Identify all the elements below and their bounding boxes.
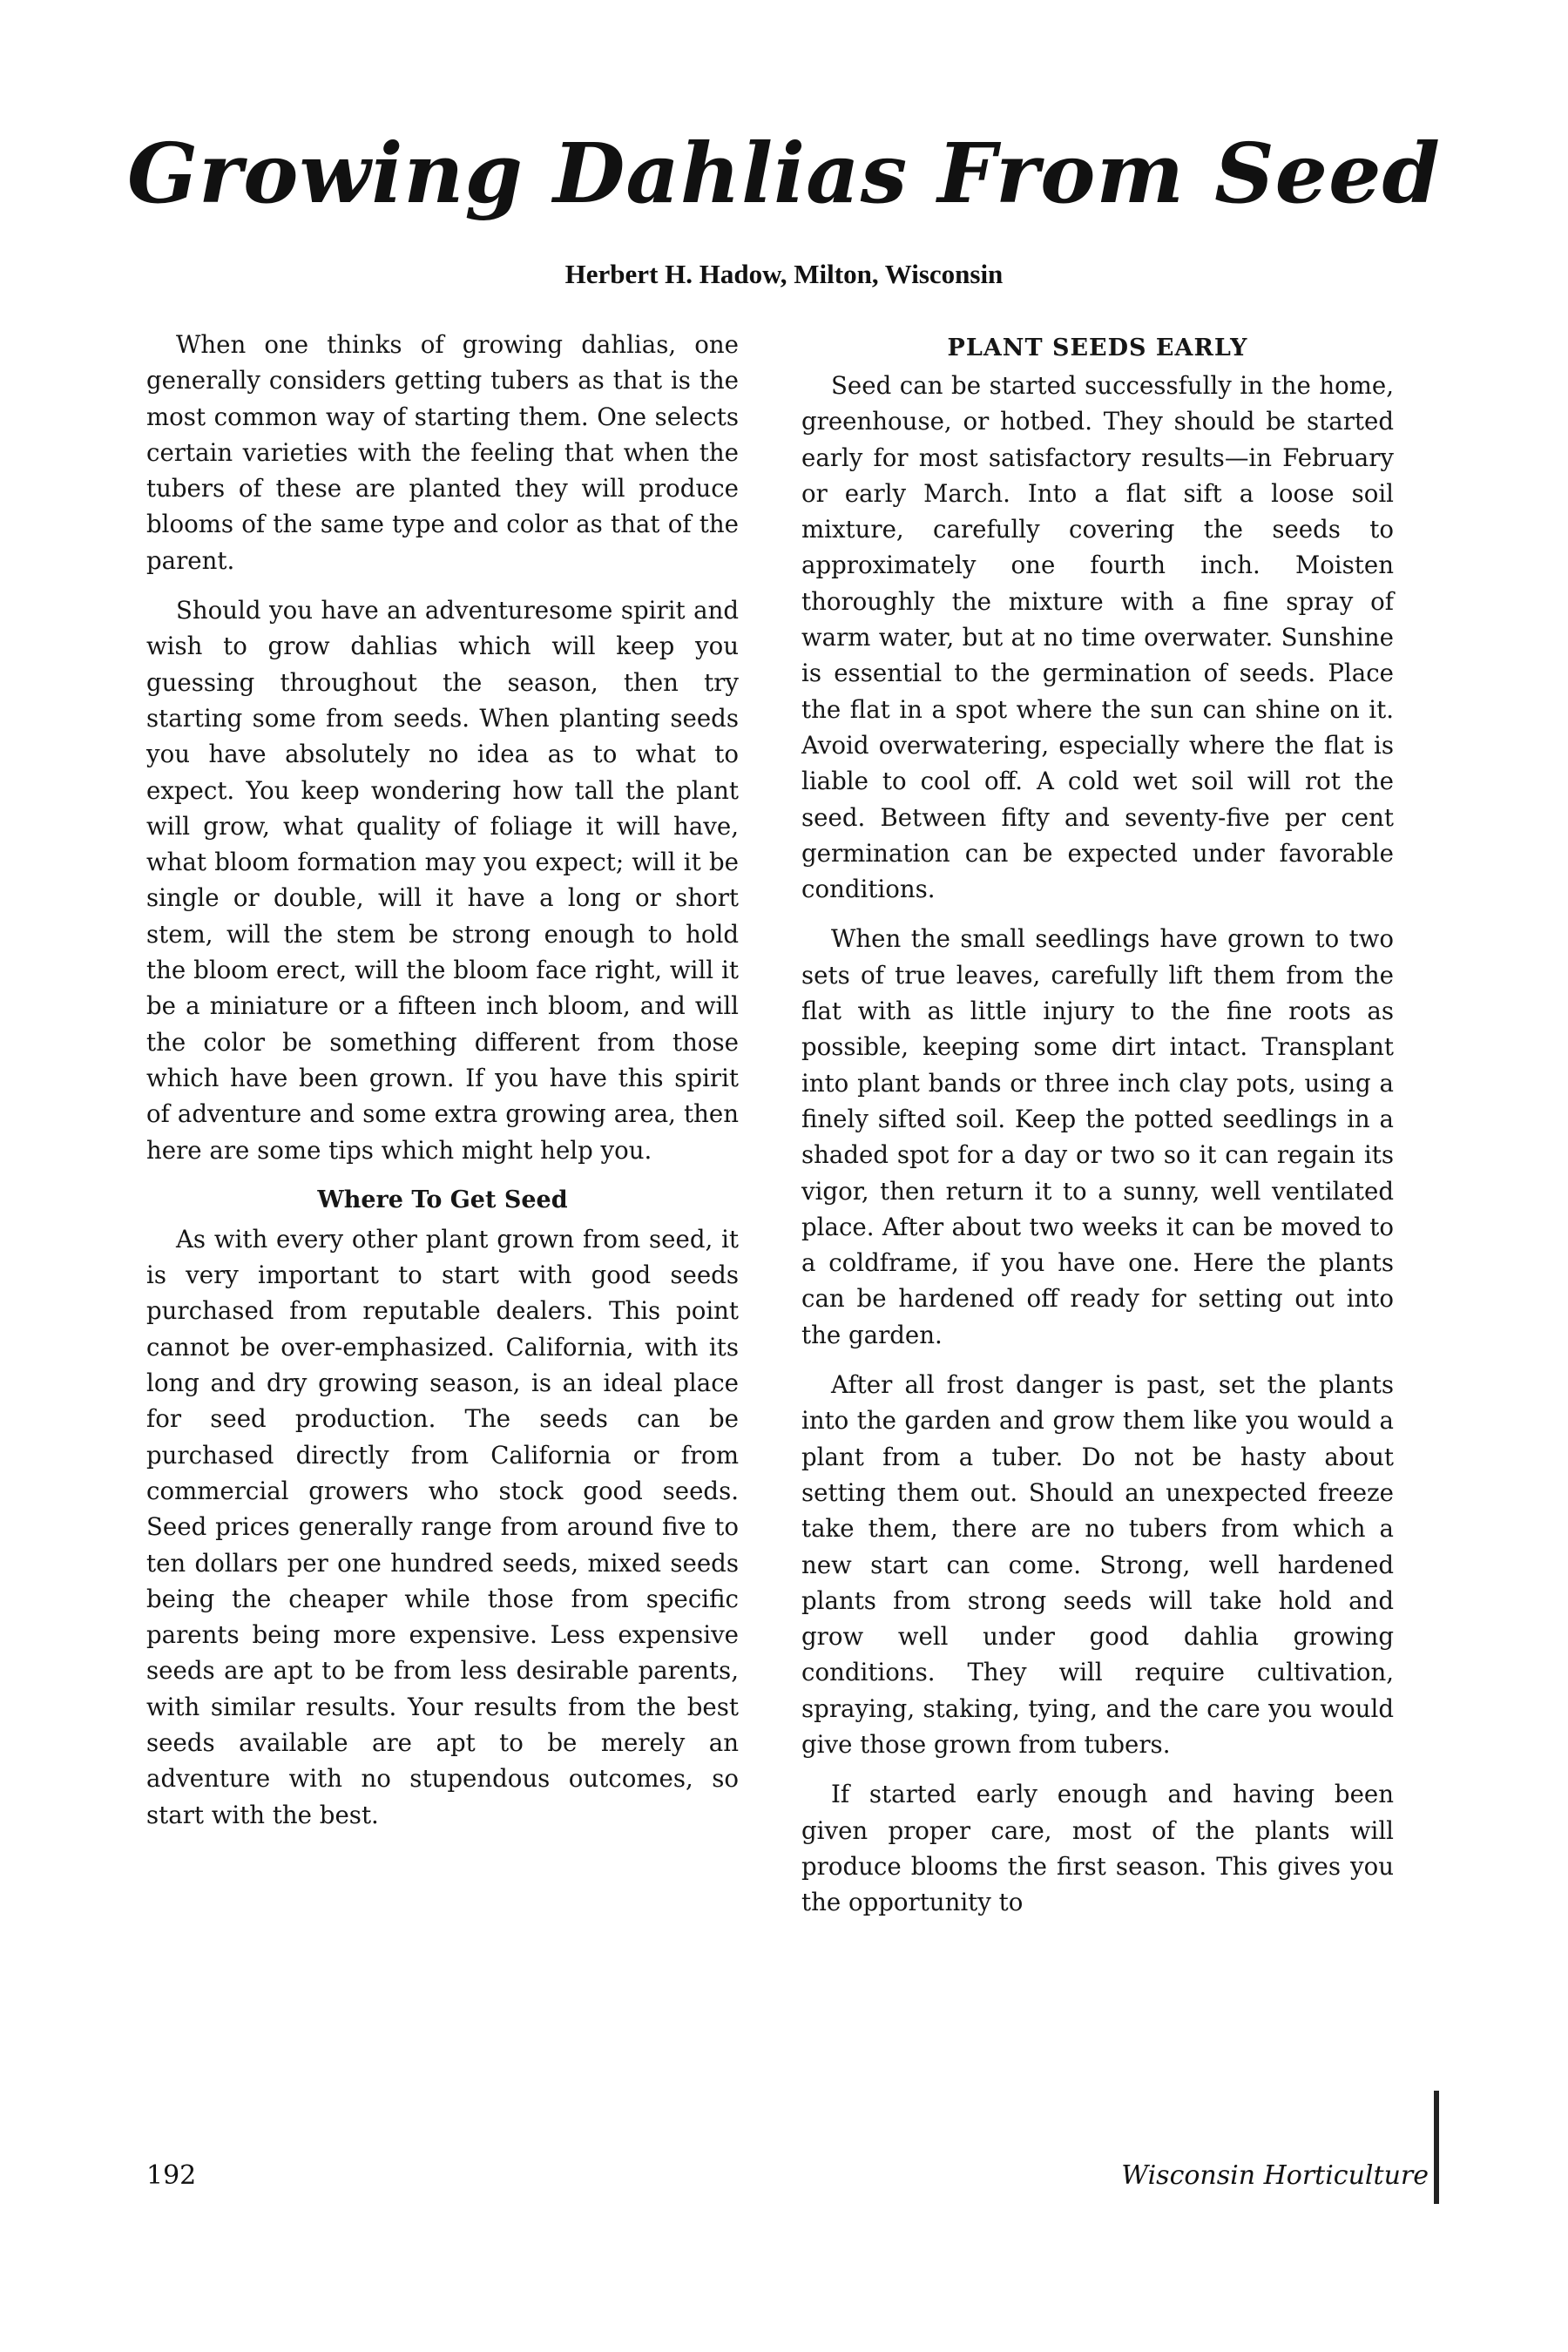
margin-rule	[1434, 2091, 1439, 2204]
paragraph: After all frost danger is past, set the plants into the garden and grow them like you would a plant from a tuber. Do not be hasty about setting them out. Should an unexpected freeze take them, there are no tubers from which a new start can come. Strong, well hardened plants from strong seeds will take hold and grow well under good dahlia growing conditions. They will require cultivation, spraying, staking, tying, and the care you would give those grown from tubers.	[801, 1370, 1394, 1759]
paragraph: As with every other plant grown from seed, it is very important to start with good seeds purchased from reputable dealers. This point cannot be over-emphasized. California, with its long and dry growing season, is an ideal place for seed production. The seeds can be purchased directly from California or from commercial growers who stock good seeds. Seed prices generally range from around five to ten dollars per one hundred seeds, mixed seeds being the cheaper while those from specific parents being more expensive. Less expensive seeds are apt to be from less desirable parents, with similar results. Your results from the best seeds available are apt to be merely an adventure with no stupendous outcomes, so start with the best.	[146, 1224, 739, 1829]
paragraph: Should you have an adventuresome spirit and wish to grow dahlias which will keep you guessing throughout the season, then try starting some from seeds. When planting seeds you have absolutely no idea as to what to expect. You keep wondering how tall the plant will grow, what quality of foliage it will have, what bloom formation may you expect; will it be single or double, will it have a long or short stem, will the stem be strong enough to hold the bloom erect, will the bloom face right, will it be a miniature or a fifteen inch bloom, and will the color be something different from those which have been grown. If you have this spirit of adventure and some extra growing area, then here are some tips which might help you.	[146, 596, 739, 1165]
paragraph: If started early enough and having been given proper care, most of the plants will produce blooms the first season. This gives you the opportunity to	[801, 1780, 1394, 1917]
paragraph: Seed can be started successfully in the home, greenhouse, or hotbed. They should be started early for most satisfactory results—in February or early March. Into a flat sift a loose soil mixture, carefully covering the seeds to approximately one fourth inch. Moisten thoroughly the mixture with a fine spray of warm water, but at no time overwater. Sunshine is essential to the germination of seeds. Place the flat in a spot where the sun can shine on it. Avoid overwatering, especially where the flat is liable to cool off. A cold wet soil will rot the seed. Between fifty and seventy-five per cent germination can be expected under favorable conditions.	[801, 371, 1394, 904]
left-column	[146, 327, 739, 1847]
section-heading-plant-seeds-early: PLANT SEEDS EARLY	[947, 335, 1248, 362]
paragraph: When the small seedlings have grown to two sets of true leaves, carefully lift them from the flat with as little injury to the fine roots as possible, keeping some dirt intact. Transplant into plant bands or three inch clay pots, using a finely sifted soil. Keep the potted seedlings in a shaded spot for a day or two so it can regain its vigor, then return it to a sunny, well ventilated place. After about two weeks it can be moved to a coldframe, if you have one. Here the plants can be hardened off ready for setting out into the garden.	[801, 924, 1394, 1349]
article-title: Growing Dahlias From Seed	[127, 125, 1441, 222]
section-heading-where-to-get-seed: Where To Get Seed	[317, 1186, 568, 1213]
page-number: 192	[146, 2160, 197, 2191]
article-byline: Herbert H. Hadow, Milton, Wisconsin	[564, 259, 1004, 289]
right-column	[801, 327, 1394, 1934]
paragraph: When one thinks of growing dahlias, one generally considers getting tubers as that is the most common way of starting them. One selects certain varieties with the feeling that when the tubers of these are planted they will produce blooms of the same type and color as that of the parent.	[146, 330, 739, 575]
journal-name: Wisconsin Horticulture	[1121, 2160, 1429, 2191]
